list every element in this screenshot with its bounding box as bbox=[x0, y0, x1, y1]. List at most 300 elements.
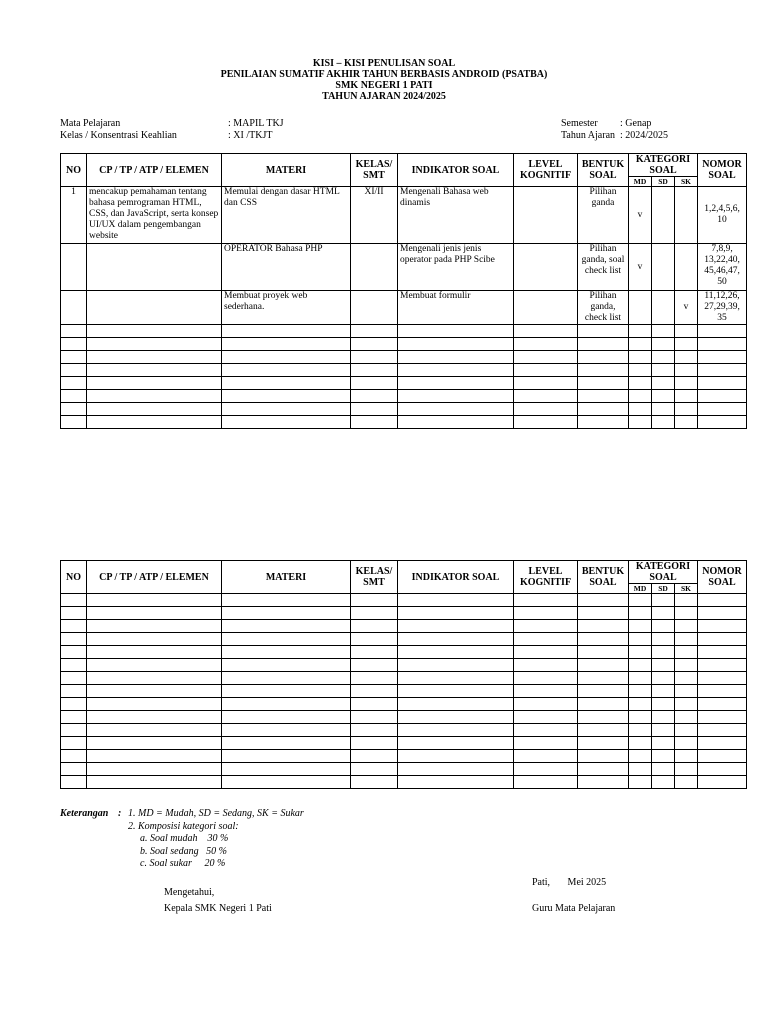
table-cell bbox=[675, 377, 698, 390]
acknowledged-label: Mengetahui, bbox=[164, 887, 215, 898]
table-cell bbox=[222, 685, 351, 698]
table-cell bbox=[398, 377, 514, 390]
table-cell bbox=[675, 724, 698, 737]
table-cell bbox=[675, 776, 698, 789]
col-sd: SD bbox=[652, 584, 675, 594]
table-row bbox=[61, 338, 747, 351]
col-nomor: NOMOR SOAL bbox=[698, 561, 747, 594]
table-cell bbox=[675, 659, 698, 672]
table-cell bbox=[222, 390, 351, 403]
table-cell bbox=[652, 646, 675, 659]
table-cell bbox=[698, 620, 747, 633]
table-cell bbox=[629, 737, 652, 750]
table-cell bbox=[578, 763, 629, 776]
table-cell bbox=[578, 351, 629, 364]
table-cell bbox=[698, 672, 747, 685]
row-kelas bbox=[351, 291, 398, 325]
table-cell bbox=[514, 325, 578, 338]
empty-rows bbox=[61, 325, 747, 429]
table-cell bbox=[87, 672, 222, 685]
table-cell bbox=[398, 594, 514, 607]
table-cell bbox=[351, 338, 398, 351]
table-cell bbox=[398, 711, 514, 724]
col-cp: CP / TP / ATP / ELEMEN bbox=[87, 561, 222, 594]
teacher-title: Guru Mata Pelajaran bbox=[532, 903, 616, 914]
doc-title: KISI – KISI PENULISAN SOAL bbox=[312, 58, 456, 69]
table-cell bbox=[87, 325, 222, 338]
table-cell bbox=[87, 594, 222, 607]
table-cell bbox=[629, 594, 652, 607]
table-cell bbox=[61, 403, 87, 416]
table-cell bbox=[629, 607, 652, 620]
table-cell bbox=[698, 763, 747, 776]
table-row bbox=[61, 364, 747, 377]
table-cell bbox=[61, 416, 87, 429]
table-cell bbox=[629, 724, 652, 737]
table-cell bbox=[87, 416, 222, 429]
table-cell bbox=[578, 737, 629, 750]
table-cell bbox=[222, 750, 351, 763]
table-cell bbox=[578, 646, 629, 659]
notes-colon: : bbox=[118, 808, 122, 819]
table-cell bbox=[222, 737, 351, 750]
table-cell bbox=[514, 685, 578, 698]
table-cell bbox=[398, 672, 514, 685]
table-cell bbox=[61, 646, 87, 659]
table-cell bbox=[675, 698, 698, 711]
table-cell bbox=[652, 594, 675, 607]
table-cell bbox=[675, 633, 698, 646]
table-cell bbox=[514, 659, 578, 672]
row-indikator: Mengenali Bahasa web dinamis bbox=[398, 187, 514, 244]
table-cell bbox=[222, 711, 351, 724]
table-cell bbox=[578, 776, 629, 789]
table-row bbox=[61, 620, 747, 633]
table-cell bbox=[675, 646, 698, 659]
table-cell bbox=[222, 633, 351, 646]
school-name: SMK NEGERI 1 PATI bbox=[335, 80, 433, 91]
table-cell bbox=[61, 633, 87, 646]
col-kategori: KATEGORI SOAL bbox=[629, 154, 698, 177]
table-cell bbox=[61, 763, 87, 776]
table-cell bbox=[652, 763, 675, 776]
table-cell bbox=[578, 698, 629, 711]
table-cell bbox=[398, 620, 514, 633]
table-cell bbox=[698, 633, 747, 646]
row-level bbox=[514, 187, 578, 244]
table-cell bbox=[675, 351, 698, 364]
table-cell bbox=[652, 737, 675, 750]
col-md: MD bbox=[629, 584, 652, 594]
table-row bbox=[61, 737, 747, 750]
class-value: : XI /TKJT bbox=[228, 130, 273, 141]
table-row bbox=[61, 659, 747, 672]
semester-label: Semester bbox=[561, 118, 598, 129]
table-cell bbox=[398, 390, 514, 403]
table-cell bbox=[398, 646, 514, 659]
table-cell bbox=[351, 724, 398, 737]
table-cell bbox=[675, 338, 698, 351]
table-cell bbox=[87, 364, 222, 377]
table-cell bbox=[675, 403, 698, 416]
table-cell bbox=[87, 711, 222, 724]
table-cell bbox=[61, 594, 87, 607]
meta-right bbox=[561, 118, 668, 142]
table-row bbox=[61, 750, 747, 763]
row-md: v bbox=[629, 187, 652, 244]
table-cell bbox=[652, 724, 675, 737]
table-cell bbox=[87, 620, 222, 633]
table-cell bbox=[578, 390, 629, 403]
table-cell bbox=[351, 698, 398, 711]
table-cell bbox=[87, 685, 222, 698]
table-cell bbox=[514, 750, 578, 763]
table-cell bbox=[629, 711, 652, 724]
table-cell bbox=[578, 594, 629, 607]
table-cell bbox=[351, 416, 398, 429]
col-level: LEVEL KOGNITIF bbox=[514, 154, 578, 187]
table-cell bbox=[398, 403, 514, 416]
table-cell bbox=[398, 351, 514, 364]
table-cell bbox=[652, 325, 675, 338]
table-cell bbox=[351, 633, 398, 646]
row-no bbox=[61, 291, 87, 325]
year-label: Tahun Ajaran bbox=[561, 130, 616, 141]
subject-label: Mata Pelajaran bbox=[60, 118, 121, 129]
table-cell bbox=[578, 724, 629, 737]
table-cell bbox=[514, 698, 578, 711]
class-label: Kelas / Konsentrasi Keahlian bbox=[60, 130, 177, 141]
table-cell bbox=[514, 724, 578, 737]
table-cell bbox=[698, 724, 747, 737]
row-cp bbox=[87, 244, 222, 291]
table-cell bbox=[629, 750, 652, 763]
year-value: : 2024/2025 bbox=[620, 130, 669, 141]
table-cell bbox=[398, 685, 514, 698]
table-cell bbox=[698, 594, 747, 607]
col-sk: SK bbox=[675, 177, 698, 187]
table-cell bbox=[351, 607, 398, 620]
table-cell bbox=[652, 672, 675, 685]
table-cell bbox=[514, 403, 578, 416]
table-cell bbox=[652, 607, 675, 620]
table-cell bbox=[514, 338, 578, 351]
table-cell bbox=[351, 351, 398, 364]
table-cell bbox=[652, 633, 675, 646]
table-cell bbox=[652, 776, 675, 789]
table-cell bbox=[629, 416, 652, 429]
table-cell bbox=[652, 390, 675, 403]
table-cell bbox=[698, 646, 747, 659]
table-cell bbox=[578, 750, 629, 763]
table-cell bbox=[61, 776, 87, 789]
table-cell bbox=[652, 416, 675, 429]
table-row bbox=[61, 607, 747, 620]
col-no: NO bbox=[61, 561, 87, 594]
table-row bbox=[61, 711, 747, 724]
table-cell bbox=[629, 351, 652, 364]
row-bentuk: Pilihan ganda, check list bbox=[578, 291, 629, 325]
table-cell bbox=[698, 416, 747, 429]
table-cell bbox=[87, 763, 222, 776]
col-kelas: KELAS/ SMT bbox=[351, 154, 398, 187]
table-cell bbox=[675, 390, 698, 403]
table-cell bbox=[222, 364, 351, 377]
table-cell bbox=[629, 377, 652, 390]
row-indikator: Membuat formulir bbox=[398, 291, 514, 325]
table-cell bbox=[87, 633, 222, 646]
table-cell bbox=[222, 377, 351, 390]
table-cell bbox=[514, 351, 578, 364]
document-header bbox=[0, 58, 768, 102]
col-sk: SK bbox=[675, 584, 698, 594]
table-cell bbox=[87, 646, 222, 659]
table-cell bbox=[351, 364, 398, 377]
table-cell bbox=[351, 646, 398, 659]
row-sd bbox=[652, 187, 675, 244]
row-bentuk: Pilihan ganda bbox=[578, 187, 629, 244]
table-cell bbox=[578, 711, 629, 724]
table-cell bbox=[514, 763, 578, 776]
table-cell bbox=[61, 711, 87, 724]
table-cell bbox=[578, 338, 629, 351]
row-md bbox=[629, 291, 652, 325]
table-cell bbox=[61, 620, 87, 633]
table-cell bbox=[698, 776, 747, 789]
table-cell bbox=[698, 390, 747, 403]
table-row bbox=[61, 698, 747, 711]
table-cell bbox=[652, 351, 675, 364]
kisi-table-1 bbox=[60, 153, 747, 429]
table-cell bbox=[698, 377, 747, 390]
table-row bbox=[61, 351, 747, 364]
row-md: v bbox=[629, 244, 652, 291]
table-cell bbox=[222, 646, 351, 659]
table-cell bbox=[652, 711, 675, 724]
table-cell bbox=[61, 351, 87, 364]
table-cell bbox=[578, 659, 629, 672]
table-cell bbox=[398, 659, 514, 672]
table-cell bbox=[578, 607, 629, 620]
table-cell bbox=[698, 325, 747, 338]
row-materi: OPERATOR Bahasa PHP bbox=[222, 244, 351, 291]
table-cell bbox=[675, 672, 698, 685]
table-cell bbox=[87, 338, 222, 351]
col-bentuk: BENTUK SOAL bbox=[578, 561, 629, 594]
table-row bbox=[61, 244, 747, 291]
table-cell bbox=[398, 750, 514, 763]
table-row bbox=[61, 416, 747, 429]
table-cell bbox=[61, 698, 87, 711]
row-nomor: 11,12,26, 27,29,39, 35 bbox=[698, 291, 747, 325]
row-no: 1 bbox=[61, 187, 87, 244]
table-cell bbox=[698, 659, 747, 672]
col-bentuk: BENTUK SOAL bbox=[578, 154, 629, 187]
notes-label: Keterangan bbox=[60, 808, 109, 819]
table-row bbox=[61, 377, 747, 390]
table-cell bbox=[398, 364, 514, 377]
table-cell bbox=[398, 325, 514, 338]
table-cell bbox=[222, 763, 351, 776]
row-nomor: 1,2,4,5,6, 10 bbox=[698, 187, 747, 244]
table-cell bbox=[351, 620, 398, 633]
row-kelas: XI/II bbox=[351, 187, 398, 244]
table-cell bbox=[222, 776, 351, 789]
empty-rows bbox=[61, 594, 747, 789]
row-no bbox=[61, 244, 87, 291]
table-cell bbox=[61, 364, 87, 377]
table-cell bbox=[87, 377, 222, 390]
semester-value: : Genap bbox=[620, 118, 652, 129]
table-cell bbox=[698, 351, 747, 364]
table-cell bbox=[514, 594, 578, 607]
table-cell bbox=[398, 607, 514, 620]
table-cell bbox=[652, 377, 675, 390]
row-indikator: Mengenali jenis jenis operator pada PHP Scibe bbox=[398, 244, 514, 291]
table-cell bbox=[578, 403, 629, 416]
table-row bbox=[61, 646, 747, 659]
table-cell bbox=[87, 750, 222, 763]
table-cell bbox=[675, 620, 698, 633]
table-cell bbox=[675, 763, 698, 776]
row-materi: Memulai dengan dasar HTML dan CSS bbox=[222, 187, 351, 244]
table-cell bbox=[87, 776, 222, 789]
table-row bbox=[61, 390, 747, 403]
row-cp: mencakup pemahaman tentang bahasa pemrograman HTML, CSS, dan JavaScript, serta konsep UI/UX dalam pengembangan website bbox=[87, 187, 222, 244]
table-cell bbox=[398, 763, 514, 776]
table-cell bbox=[351, 403, 398, 416]
table-cell bbox=[629, 338, 652, 351]
table-cell bbox=[698, 338, 747, 351]
table-cell bbox=[351, 776, 398, 789]
table-row bbox=[61, 291, 747, 325]
table-cell bbox=[514, 646, 578, 659]
table-cell bbox=[698, 737, 747, 750]
note-item-1: 1. MD = Mudah, SD = Sedang, SK = Sukar bbox=[128, 808, 304, 819]
table-cell bbox=[222, 607, 351, 620]
table-cell bbox=[652, 403, 675, 416]
table-cell bbox=[222, 698, 351, 711]
table-cell bbox=[629, 685, 652, 698]
table-cell bbox=[514, 711, 578, 724]
table-cell bbox=[222, 620, 351, 633]
row-level bbox=[514, 244, 578, 291]
table-cell bbox=[652, 364, 675, 377]
col-kelas: KELAS/ SMT bbox=[351, 561, 398, 594]
table-cell bbox=[222, 338, 351, 351]
table-cell bbox=[629, 325, 652, 338]
table-cell bbox=[629, 403, 652, 416]
table-cell bbox=[222, 672, 351, 685]
table-cell bbox=[222, 724, 351, 737]
table-cell bbox=[61, 750, 87, 763]
table-cell bbox=[514, 737, 578, 750]
table-cell bbox=[61, 685, 87, 698]
table-cell bbox=[578, 620, 629, 633]
table-cell bbox=[514, 377, 578, 390]
col-indikator: INDIKATOR SOAL bbox=[398, 561, 514, 594]
table-cell bbox=[675, 607, 698, 620]
table-cell bbox=[698, 607, 747, 620]
table-cell bbox=[61, 607, 87, 620]
row-materi: Membuat proyek web sederhana. bbox=[222, 291, 351, 325]
table-cell bbox=[652, 685, 675, 698]
table-cell bbox=[222, 594, 351, 607]
table-cell bbox=[514, 390, 578, 403]
table-cell bbox=[629, 659, 652, 672]
table-cell bbox=[514, 633, 578, 646]
table-cell bbox=[87, 403, 222, 416]
col-indikator: INDIKATOR SOAL bbox=[398, 154, 514, 187]
table-row bbox=[61, 325, 747, 338]
subject-value: : MAPIL TKJ bbox=[228, 118, 284, 129]
table-cell bbox=[61, 737, 87, 750]
table-cell bbox=[398, 338, 514, 351]
table-cell bbox=[675, 685, 698, 698]
table-cell bbox=[698, 750, 747, 763]
col-sd: SD bbox=[652, 177, 675, 187]
table-cell bbox=[675, 750, 698, 763]
table-cell bbox=[652, 698, 675, 711]
table-cell bbox=[578, 416, 629, 429]
note-item-2: 2. Komposisi kategori soal: bbox=[128, 820, 239, 832]
note-item-2b: b. Soal sedang 50 % bbox=[140, 845, 227, 857]
table-cell bbox=[629, 698, 652, 711]
table-cell bbox=[398, 416, 514, 429]
table-cell bbox=[698, 711, 747, 724]
col-cp: CP / TP / ATP / ELEMEN bbox=[87, 154, 222, 187]
meta-left bbox=[60, 118, 284, 142]
table-cell bbox=[61, 672, 87, 685]
table-cell bbox=[351, 763, 398, 776]
table-cell bbox=[398, 633, 514, 646]
table-cell bbox=[222, 351, 351, 364]
col-kategori: KATEGORI SOAL bbox=[629, 561, 698, 584]
row-sd bbox=[652, 244, 675, 291]
table-cell bbox=[675, 416, 698, 429]
principal-title: Kepala SMK Negeri 1 Pati bbox=[164, 903, 272, 914]
table-cell bbox=[698, 685, 747, 698]
table-cell bbox=[61, 338, 87, 351]
table-cell bbox=[675, 594, 698, 607]
table-row bbox=[61, 187, 747, 244]
table-cell bbox=[87, 607, 222, 620]
place-date: Pati, Mei 2025 bbox=[532, 877, 607, 888]
table-row bbox=[61, 672, 747, 685]
col-nomor: NOMOR SOAL bbox=[698, 154, 747, 187]
kisi-table-2 bbox=[60, 560, 747, 789]
note-item-2c: c. Soal sukar 20 % bbox=[140, 858, 226, 869]
table-cell bbox=[698, 698, 747, 711]
table-cell bbox=[652, 750, 675, 763]
table-cell bbox=[629, 646, 652, 659]
table-cell bbox=[514, 607, 578, 620]
row-bentuk: Pilihan ganda, soal check list bbox=[578, 244, 629, 291]
table-cell bbox=[61, 325, 87, 338]
col-no: NO bbox=[61, 154, 87, 187]
table-cell bbox=[222, 403, 351, 416]
table-cell bbox=[698, 364, 747, 377]
table-cell bbox=[514, 776, 578, 789]
table-cell bbox=[351, 377, 398, 390]
table-cell bbox=[351, 672, 398, 685]
table-row bbox=[61, 685, 747, 698]
table-cell bbox=[675, 325, 698, 338]
table-cell bbox=[652, 338, 675, 351]
table-cell bbox=[578, 364, 629, 377]
academic-year: TAHUN AJARAN 2024/2025 bbox=[322, 91, 446, 102]
table-cell bbox=[351, 390, 398, 403]
